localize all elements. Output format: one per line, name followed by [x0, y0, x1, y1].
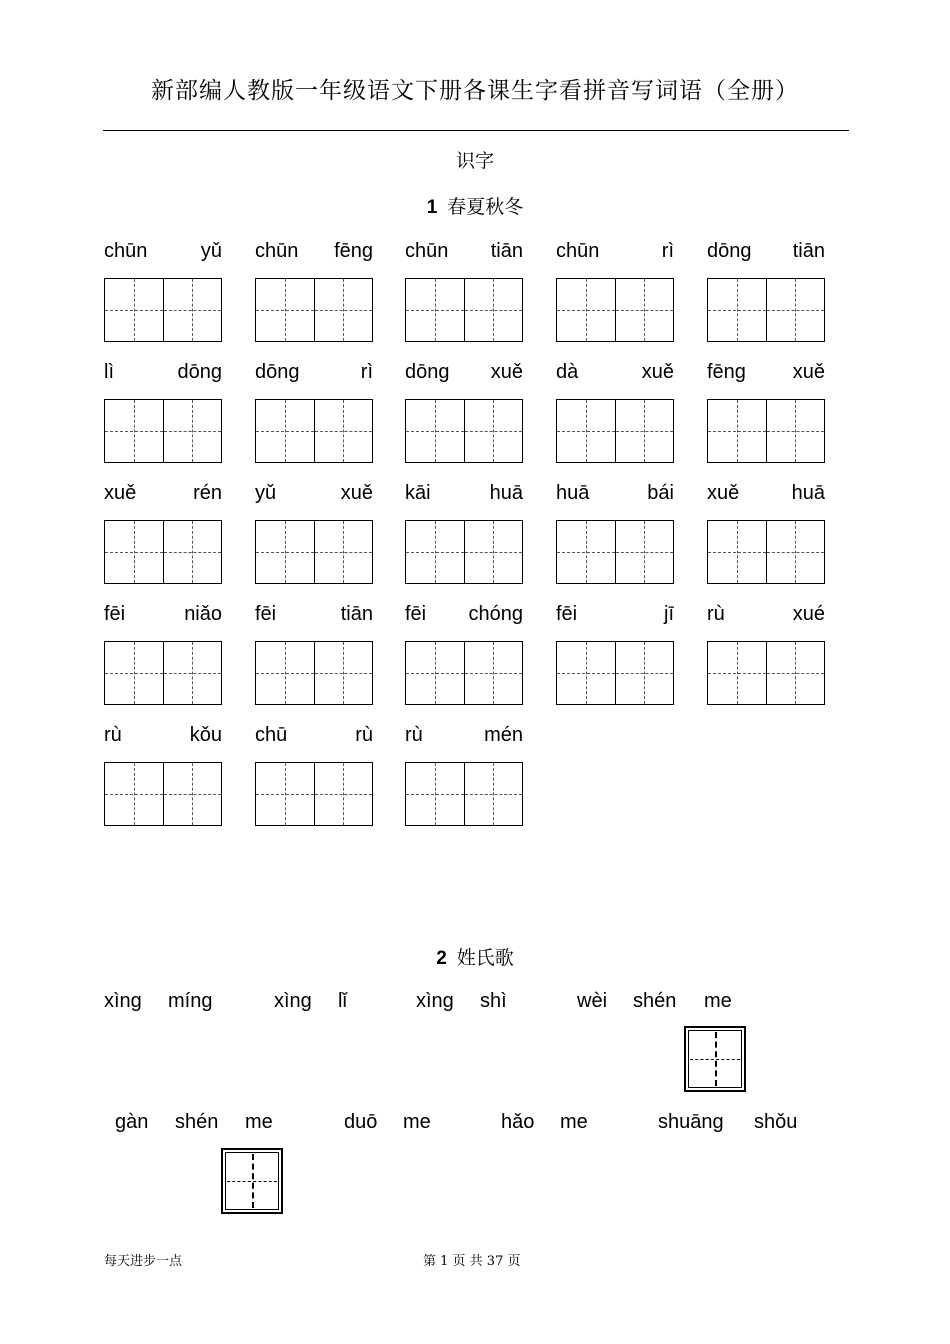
pinyin: hǎo [501, 1111, 535, 1133]
writing-grid[interactable] [707, 520, 825, 584]
writing-cell[interactable] [105, 279, 163, 341]
writing-cell[interactable] [406, 521, 464, 583]
writing-grid[interactable] [556, 278, 674, 342]
writing-cell[interactable] [406, 400, 464, 462]
pinyin-syllable-1: fēi [255, 603, 277, 625]
pinyin: duō [344, 1111, 378, 1133]
pinyin: me [560, 1111, 588, 1133]
writing-square[interactable] [684, 1026, 746, 1092]
writing-grid[interactable] [104, 762, 222, 826]
writing-cell[interactable] [105, 763, 163, 825]
writing-grid[interactable] [405, 520, 523, 584]
pinyin-syllable-1: fēi [405, 603, 427, 625]
pinyin: xìng [104, 990, 142, 1012]
writing-cell[interactable] [557, 400, 615, 462]
writing-grid[interactable] [255, 278, 373, 342]
word-item [405, 603, 523, 705]
writing-cell[interactable] [708, 642, 766, 704]
lesson-2-number: 2 [436, 948, 447, 969]
writing-cell[interactable] [557, 642, 615, 704]
pinyin-syllable-2: rén [193, 482, 222, 504]
writing-square[interactable] [221, 1148, 283, 1214]
pinyin-syllable-1: rù [707, 603, 725, 625]
writing-cell[interactable] [105, 521, 163, 583]
word-item [255, 724, 373, 826]
lesson-1-heading [0, 192, 950, 219]
writing-cell[interactable] [615, 521, 674, 583]
writing-cell[interactable] [615, 279, 674, 341]
writing-grid[interactable] [255, 399, 373, 463]
word-item [104, 724, 222, 826]
writing-cell[interactable] [314, 763, 373, 825]
pinyin: shǒu [754, 1111, 798, 1133]
word-item [556, 482, 674, 584]
word-item [556, 361, 674, 463]
writing-cell[interactable] [708, 400, 766, 462]
pinyin: me [403, 1111, 431, 1133]
word-item [104, 240, 222, 342]
writing-cell[interactable] [163, 521, 222, 583]
writing-cell[interactable] [615, 642, 674, 704]
word-item [104, 603, 222, 705]
writing-cell[interactable] [256, 279, 314, 341]
writing-cell[interactable] [406, 642, 464, 704]
writing-grid[interactable] [707, 278, 825, 342]
writing-grid[interactable] [255, 762, 373, 826]
writing-cell[interactable] [256, 763, 314, 825]
pinyin-syllable-1: huā [556, 482, 590, 504]
writing-cell[interactable] [314, 521, 373, 583]
pinyin-syllable-1: lì [104, 361, 114, 383]
writing-cell[interactable] [464, 521, 523, 583]
pinyin-syllable-2: xuě [792, 361, 825, 383]
writing-grid[interactable] [707, 641, 825, 705]
writing-cell[interactable] [256, 400, 314, 462]
writing-grid[interactable] [707, 399, 825, 463]
pinyin: lǐ [338, 990, 347, 1012]
pinyin-syllable-1: xuě [707, 482, 740, 504]
writing-grid[interactable] [104, 641, 222, 705]
title-divider [103, 130, 849, 131]
word-item [707, 240, 825, 342]
pinyin-syllable-2: huā [791, 482, 825, 504]
lesson-2-heading [0, 943, 950, 970]
pinyin: xìng [416, 990, 454, 1012]
pinyin-syllable-2: rù [355, 724, 373, 746]
lesson-1-number: 1 [426, 197, 438, 218]
word-item [405, 482, 523, 584]
pinyin: míng [168, 990, 213, 1012]
lesson-1-name: 春夏秋冬 [447, 196, 524, 218]
pinyin-syllable-1: xuě [104, 482, 137, 504]
writing-cell[interactable] [708, 521, 766, 583]
writing-cell[interactable] [105, 400, 163, 462]
writing-grid[interactable] [255, 641, 373, 705]
pinyin-syllable-2: tiān [792, 240, 825, 262]
writing-grid[interactable] [255, 520, 373, 584]
writing-cell[interactable] [766, 400, 825, 462]
pinyin-syllable-1: fēng [707, 361, 746, 383]
pinyin: shén [175, 1111, 219, 1133]
pinyin-syllable-1: chūn [104, 240, 148, 262]
word-item [556, 603, 674, 705]
word-item [556, 240, 674, 342]
writing-grid[interactable] [104, 399, 222, 463]
pinyin-syllable-2: rì [661, 240, 674, 262]
pinyin-syllable-2: fēng [334, 240, 373, 262]
writing-cell[interactable] [314, 279, 373, 341]
pinyin: xìng [274, 990, 312, 1012]
pinyin-syllable-2: xuě [490, 361, 523, 383]
writing-cell[interactable] [163, 400, 222, 462]
page-title: 新部编人教版一年级语文下册各课生字看拼音写词语（全册） [151, 78, 799, 104]
pinyin-syllable-2: xué [792, 603, 825, 625]
section-heading: 识字 [455, 150, 494, 172]
pinyin-syllable-2: tiān [340, 603, 373, 625]
writing-grid[interactable] [405, 762, 523, 826]
pinyin-syllable-1: fēi [556, 603, 578, 625]
pinyin-syllable-2: xuě [340, 482, 373, 504]
word-item [405, 724, 523, 826]
writing-cell[interactable] [163, 642, 222, 704]
writing-cell[interactable] [557, 521, 615, 583]
writing-cell[interactable] [766, 642, 825, 704]
pinyin-syllable-1: dōng [405, 361, 450, 383]
pinyin-syllable-1: rù [104, 724, 122, 746]
writing-cell[interactable] [464, 279, 523, 341]
pinyin: shuāng [658, 1111, 724, 1133]
writing-cell[interactable] [105, 642, 163, 704]
writing-cell[interactable] [256, 521, 314, 583]
word-item [255, 240, 373, 342]
writing-cell[interactable] [464, 763, 523, 825]
pinyin: wèi [577, 990, 608, 1012]
pinyin-syllable-2: mén [484, 724, 523, 746]
word-item [405, 361, 523, 463]
writing-cell[interactable] [163, 279, 222, 341]
writing-cell[interactable] [464, 642, 523, 704]
pinyin-syllable-2: jī [664, 603, 674, 625]
lesson-2-name: 姓氏歌 [456, 947, 514, 969]
pinyin-syllable-1: chūn [405, 240, 449, 262]
pinyin-syllable-1: yǔ [255, 482, 277, 504]
pinyin-syllable-2: kǒu [189, 724, 222, 746]
pinyin-syllable-2: chóng [468, 603, 523, 625]
word-item [255, 603, 373, 705]
pinyin-syllable-1: chūn [255, 240, 299, 262]
pinyin-syllable-2: xuě [641, 361, 674, 383]
word-item [104, 482, 222, 584]
pinyin-syllable-1: dōng [707, 240, 752, 262]
word-item [707, 603, 825, 705]
writing-cell[interactable] [557, 279, 615, 341]
writing-cell[interactable] [163, 763, 222, 825]
writing-grid[interactable] [104, 520, 222, 584]
pinyin: gàn [115, 1111, 149, 1133]
word-item [255, 482, 373, 584]
writing-grid[interactable] [556, 520, 674, 584]
writing-cell[interactable] [766, 279, 825, 341]
pinyin-syllable-1: rù [405, 724, 423, 746]
page-number: 第 1 页 共 37 页 [423, 1254, 521, 1269]
pinyin-syllable-2: yǔ [200, 240, 222, 262]
writing-cell[interactable] [766, 521, 825, 583]
word-item [255, 361, 373, 463]
pinyin-syllable-1: fēi [104, 603, 126, 625]
writing-cell[interactable] [314, 400, 373, 462]
pinyin: me [704, 990, 732, 1012]
pinyin-syllable-1: chū [255, 724, 288, 746]
pinyin-syllable-2: huā [489, 482, 523, 504]
writing-grid[interactable] [104, 278, 222, 342]
pinyin-syllable-2: niǎo [184, 603, 222, 625]
pinyin-syllable-1: kāi [405, 482, 431, 504]
writing-grid[interactable] [405, 399, 523, 463]
footer-slogan: 每天进步一点 [104, 1254, 183, 1269]
pinyin-syllable-1: dà [556, 361, 579, 383]
pinyin-syllable-2: tiān [490, 240, 523, 262]
writing-grid[interactable] [405, 278, 523, 342]
word-item [405, 240, 523, 342]
pinyin: shì [480, 990, 507, 1012]
writing-cell[interactable] [256, 642, 314, 704]
word-item [104, 361, 222, 463]
writing-cell[interactable] [708, 279, 766, 341]
word-item [707, 361, 825, 463]
writing-grid[interactable] [405, 641, 523, 705]
pinyin: shén [633, 990, 677, 1012]
writing-cell[interactable] [406, 763, 464, 825]
writing-cell[interactable] [406, 279, 464, 341]
pinyin-syllable-2: dōng [177, 361, 222, 383]
writing-cell[interactable] [314, 642, 373, 704]
pinyin-syllable-2: bái [647, 482, 674, 504]
pinyin-syllable-2: rì [360, 361, 373, 383]
writing-grid[interactable] [556, 399, 674, 463]
pinyin: me [245, 1111, 273, 1133]
writing-cell[interactable] [615, 400, 674, 462]
writing-cell[interactable] [464, 400, 523, 462]
pinyin-syllable-1: chūn [556, 240, 600, 262]
word-item [707, 482, 825, 584]
pinyin-syllable-1: dōng [255, 361, 300, 383]
writing-grid[interactable] [556, 641, 674, 705]
